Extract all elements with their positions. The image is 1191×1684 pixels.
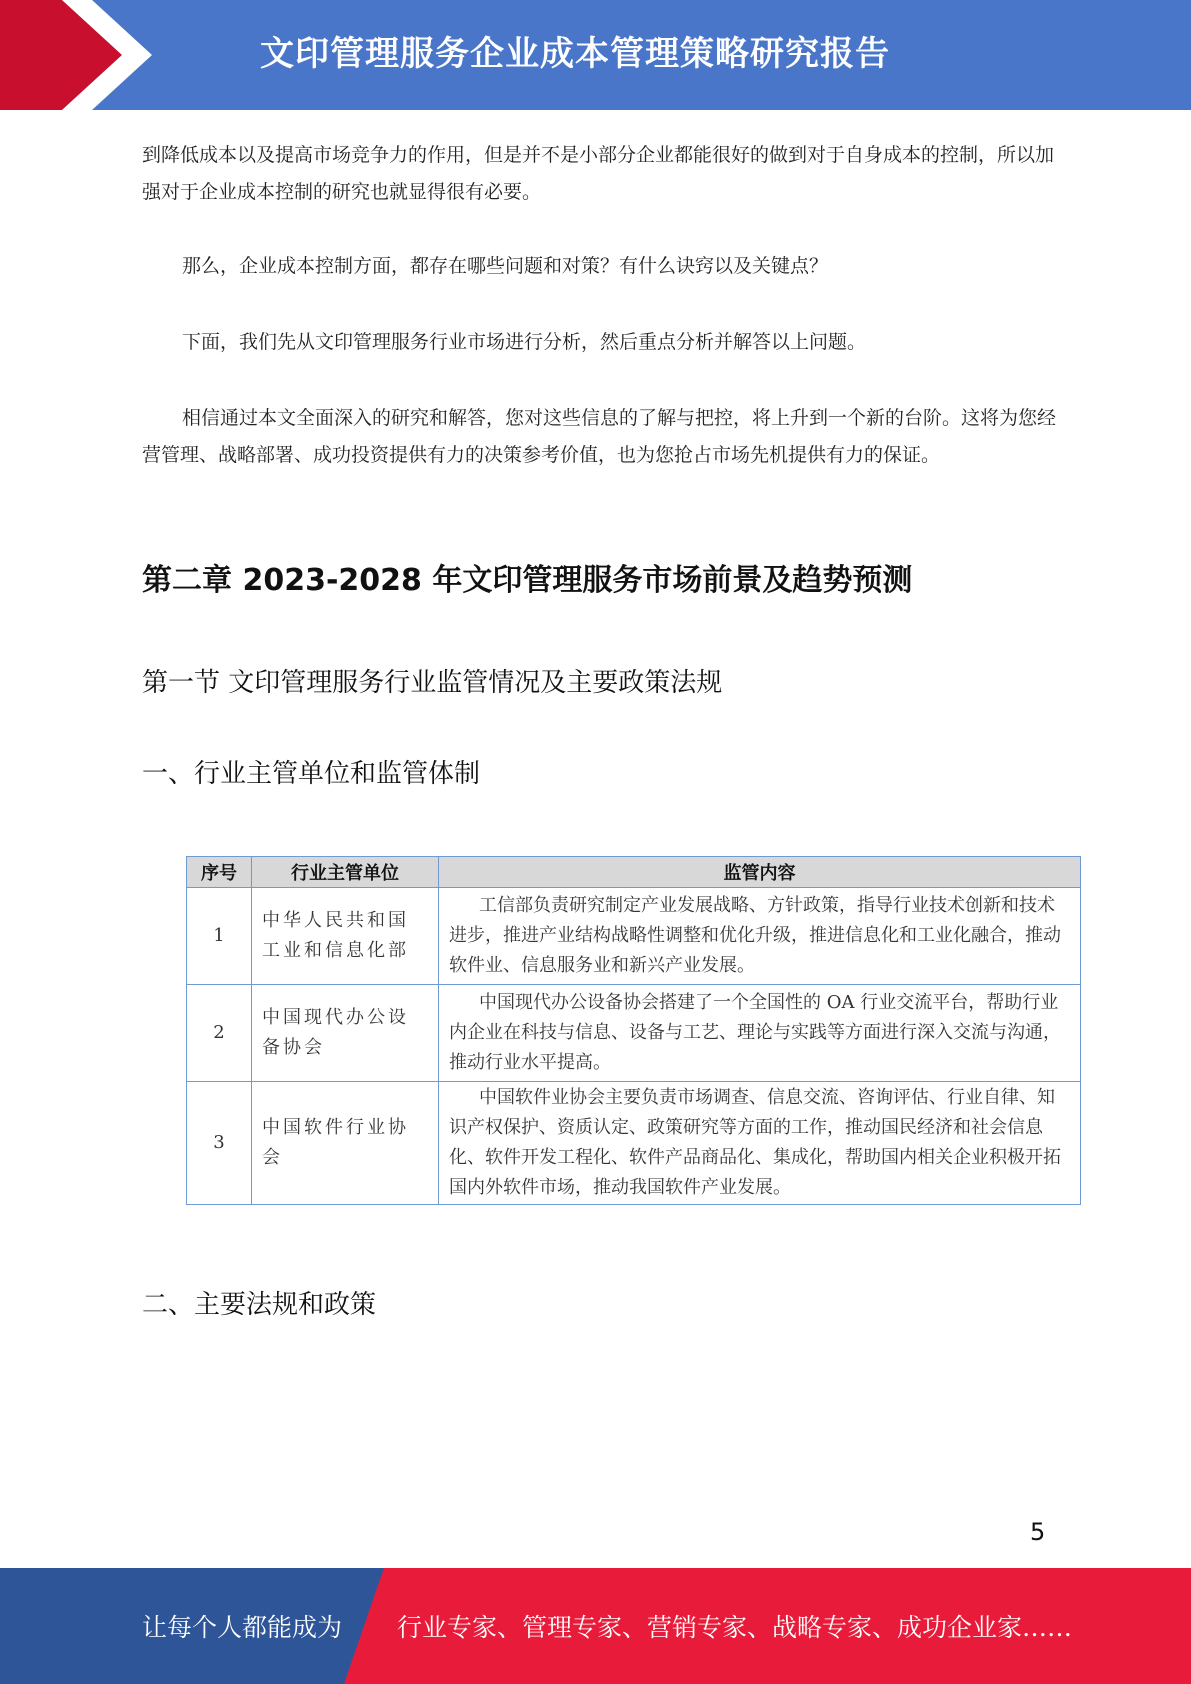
table-row	[187, 1082, 1081, 1205]
table-row	[187, 985, 1081, 1082]
subsection-heading-policies: 二、主要法规和政策	[142, 1290, 377, 1320]
row-content: 中国现代办公设备协会搭建了一个全国性的 OA 行业交流平台，帮助行业内企业在科技与信息、设备与工艺、理论与实践等方面进行深入交流与沟通，推动行业水平提高。	[439, 985, 1081, 1082]
footer-slogan-right: 行业专家、管理专家、营销专家、战略专家、成功企业家……	[397, 1613, 1073, 1642]
table-row	[187, 888, 1081, 985]
paragraph-3: 下面，我们先从文印管理服务行业市场进行分析，然后重点分析并解答以上问题。	[182, 331, 867, 353]
row-number: 3	[187, 1082, 252, 1205]
col-header-number: 序号	[187, 857, 252, 888]
paragraph-4: 相信通过本文全面深入的研究和解答，您对这些信息的了解与把控，将上升到一个新的台阶。这将为您经营管理、战略部署、成功投资提供有力的决策参考价值，也为您抢占市场先机提供有力的保证。	[142, 407, 1057, 466]
section-heading: 第一节 文印管理服务行业监管情况及主要政策法规	[142, 668, 723, 698]
regulator-table	[186, 856, 1081, 1205]
row-number: 2	[187, 985, 252, 1082]
chapter-heading: 第二章 2023-2028 年文印管理服务市场前景及趋势预测	[142, 563, 913, 598]
report-title: 文印管理服务企业成本管理策略研究报告	[260, 34, 890, 74]
table-header-row	[187, 857, 1081, 888]
paragraph-2: 那么，企业成本控制方面，都存在哪些问题和对策？有什么诀窍以及关键点？	[182, 255, 829, 277]
row-content: 中国软件业协会主要负责市场调查、信息交流、咨询评估、行业自律、知识产权保护、资质认定、政策研究等方面的工作，推动国民经济和社会信息化、软件开发工程化、软件产品商品化、集成化，帮助国内相关企业积极开拓国内外软件市场，推动我国软件产业发展。	[439, 1082, 1081, 1205]
col-header-content: 监管内容	[439, 857, 1081, 888]
row-authority: 中国现代办公设备协会	[252, 985, 439, 1082]
subsection-heading-regulators: 一、行业主管单位和监管体制	[142, 759, 481, 789]
page-header	[0, 0, 1191, 110]
col-header-authority: 行业主管单位	[252, 857, 439, 888]
paragraph-1: 到降低成本以及提高市场竞争力的作用，但是并不是小部分企业都能很好的做到对于自身成本的控制，所以加强对于企业成本控制的研究也就显得很有必要。	[142, 144, 1055, 203]
page-number: 5	[1030, 1518, 1046, 1546]
row-number: 1	[187, 888, 252, 985]
row-authority: 中华人民共和国工业和信息化部	[252, 888, 439, 985]
row-authority: 中国软件行业协会	[252, 1082, 439, 1205]
page-footer	[0, 1568, 1191, 1684]
footer-slogan-left: 让每个人都能成为	[142, 1613, 343, 1642]
row-content: 工信部负责研究制定产业发展战略、方针政策，指导行业技术创新和技术进步，推进产业结构战略性调整和优化升级，推进信息化和工业化融合，推动软件业、信息服务业和新兴产业发展。	[439, 888, 1081, 985]
